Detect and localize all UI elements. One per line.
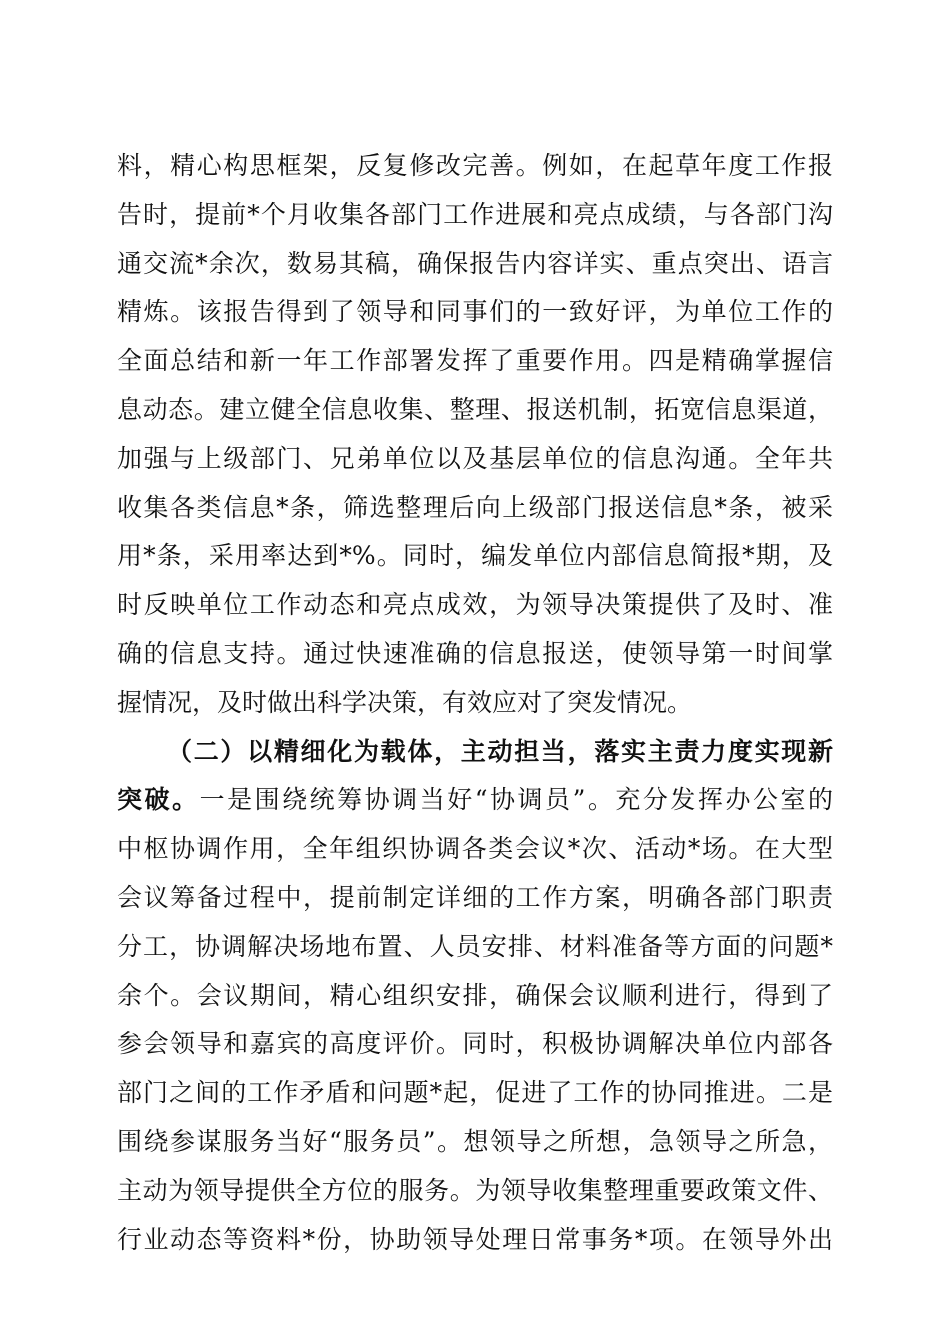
text-line: 全面总结和新一年工作部署发挥了重要作用。四是精确掌握信: [117, 346, 833, 376]
text-line: 部门之间的工作矛盾和问题*起，促进了工作的协同推进。二是: [117, 1078, 833, 1108]
text-line: 中枢协调作用，全年组织协调各类会议*次、活动*场。在大型: [117, 834, 833, 864]
text-line: 会议筹备过程中，提前制定详细的工作方案，明确各部门职责: [117, 882, 833, 912]
section-heading-end: 突破。: [117, 785, 200, 815]
text-line: 围绕参谋服务当好“服务员”。想领导之所想，急领导之所急，: [117, 1126, 833, 1156]
text-line: 用*条，采用率达到*%。同时，编发单位内部信息简报*期，及: [117, 541, 833, 571]
text-line: 收集各类信息*条，筛选整理后向上级部门报送信息*条，被采: [117, 492, 833, 522]
text-line: 息动态。建立健全信息收集、整理、报送机制，拓宽信息渠道，: [117, 394, 833, 424]
text-line: 主动为领导提供全方位的服务。为领导收集整理重要政策文件、: [117, 1175, 833, 1205]
section-heading: （二）以精细化为载体，主动担当，落实主责力度实现新: [167, 736, 833, 766]
text-line: 分工，协调解决场地布置、人员安排、材料准备等方面的问题*: [117, 931, 833, 961]
text-line: 通交流*余次，数易其稿，确保报告内容详实、重点突出、语言: [117, 248, 833, 278]
text-line: 精炼。该报告得到了领导和同事们的一致好评，为单位工作的: [117, 297, 833, 327]
text-line: 参会领导和嘉宾的高度评价。同时，积极协调解决单位内部各: [117, 1029, 833, 1059]
text-line: 料，精心构思框架，反复修改完善。例如，在起草年度工作报: [117, 151, 833, 180]
text-line: 行业动态等资料*份，协助领导处理日常事务*项。在领导外出: [117, 1224, 833, 1254]
text-line: 加强与上级部门、兄弟单位以及基层单位的信息沟通。全年共: [117, 443, 833, 473]
text-line: 告时，提前*个月收集各部门工作进展和亮点成绩，与各部门沟: [117, 199, 833, 229]
body-text: [117, 142, 833, 1264]
text-line: [117, 776, 833, 825]
text-line: 余个。会议期间，精心组织安排，确保会议顺利进行，得到了: [117, 980, 833, 1010]
text-line: 握情况，及时做出科学决策，有效应对了突发情况。: [117, 687, 693, 717]
text-line: 时反映单位工作动态和亮点成效，为领导决策提供了及时、准: [117, 590, 833, 620]
text-line: 确的信息支持。通过快速准确的信息报送，使领导第一时间掌: [117, 638, 833, 668]
text-span: 一是围绕统筹协调当好“协调员”。充分发挥办公室的: [199, 785, 833, 815]
